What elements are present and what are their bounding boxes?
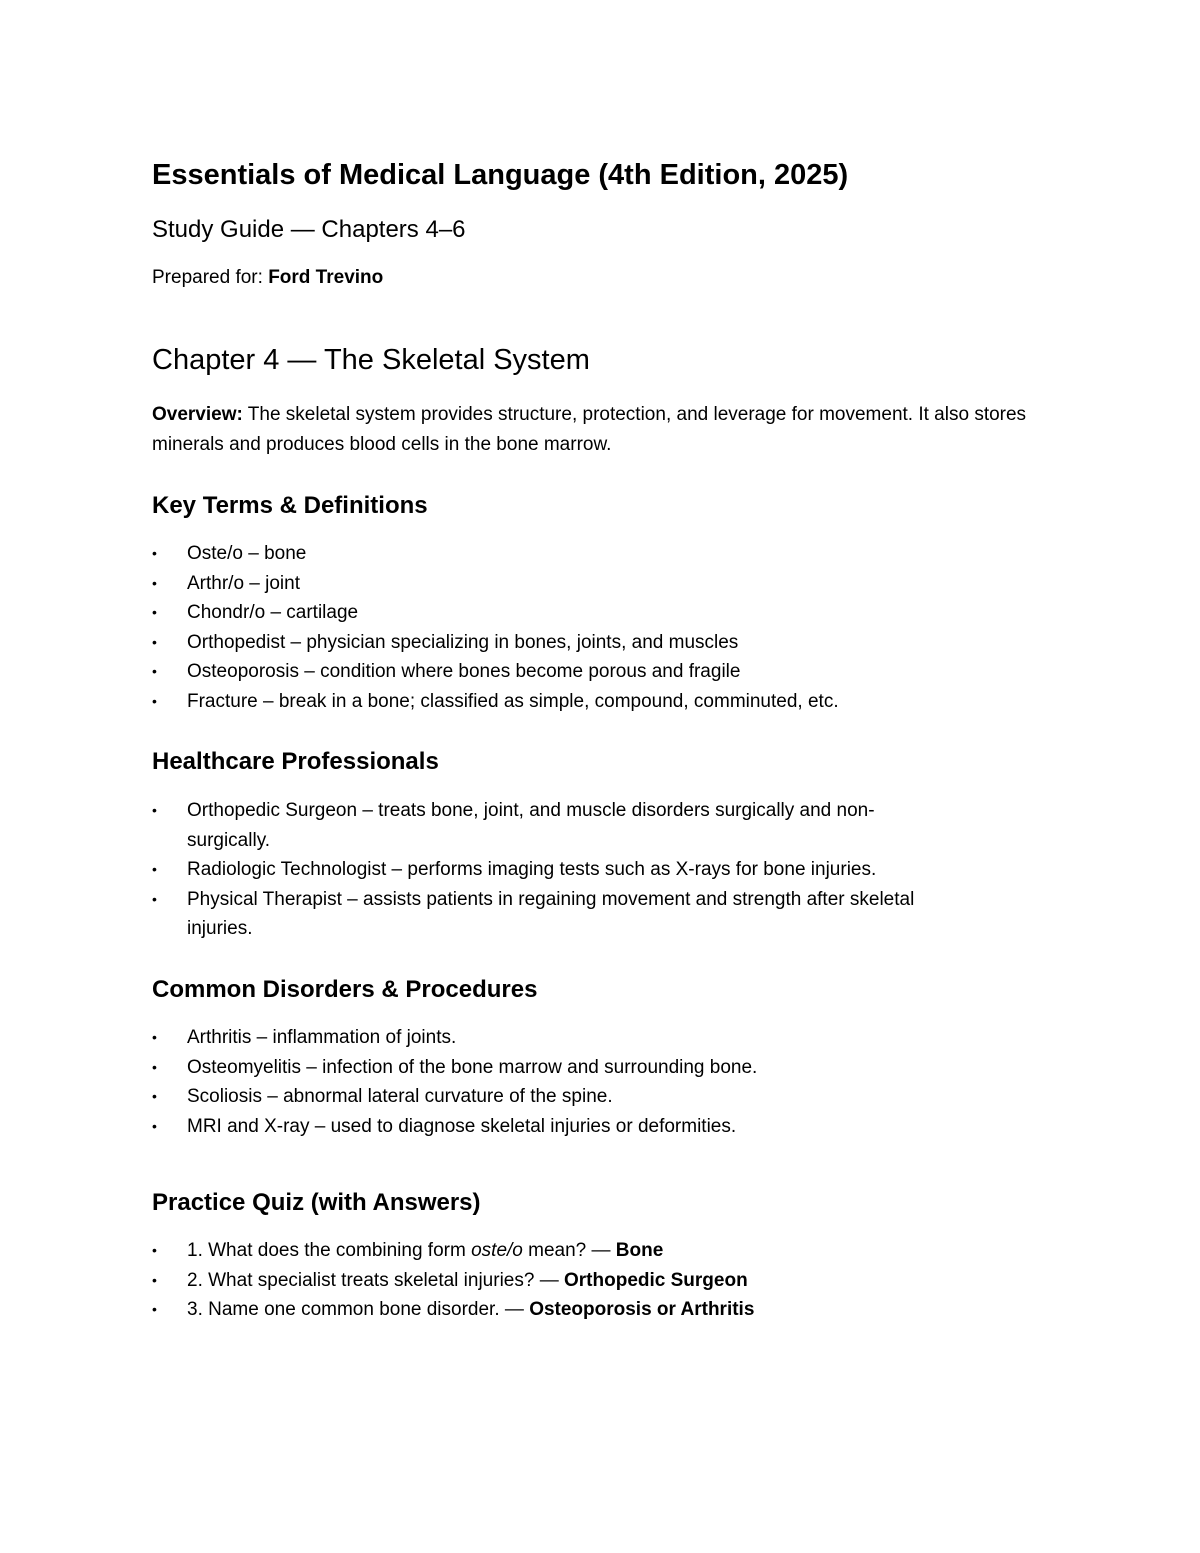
disorders-heading: Common Disorders & Procedures xyxy=(152,976,538,1003)
list-item: • Arthritis – inflammation of joints. xyxy=(152,1023,1052,1053)
list-item: • Orthopedic Surgeon – treats bone, joint, and muscle disorders surgically and non-surgically. xyxy=(152,796,932,855)
quiz-term: oste/o xyxy=(471,1240,523,1261)
list-item: • Orthopedist – physician specializing in bones, joints, and muscles xyxy=(152,628,1052,658)
list-item: • Oste/o – bone xyxy=(152,539,1052,569)
prepared-for-name: Ford Trevino xyxy=(268,267,384,288)
list-item: • Fracture – break in a bone; classified as simple, compound, comminuted, etc. xyxy=(152,687,1052,717)
list-item: • Osteomyelitis – infection of the bone marrow and surrounding bone. xyxy=(152,1053,1052,1083)
quiz-answer: Orthopedic Surgeon xyxy=(564,1269,748,1291)
quiz-answer: Osteoporosis or Arthritis xyxy=(529,1299,755,1320)
chapter-overview xyxy=(152,400,1052,460)
chapter-title: Chapter 4 — The Skeletal System xyxy=(152,344,590,376)
quiz-question: 1. What does the combining form xyxy=(187,1240,466,1261)
key-terms-list xyxy=(152,539,1052,716)
key-terms-heading: Key Terms & Definitions xyxy=(152,492,428,519)
professionals-list xyxy=(152,796,932,944)
overview-label: Overview: xyxy=(152,404,243,425)
quiz-list xyxy=(152,1236,1052,1325)
quiz-question: 2. What specialist treats skeletal injuries? — xyxy=(187,1269,559,1291)
list-item: • Osteoporosis – condition where bones become porous and fragile xyxy=(152,657,1052,687)
list-item: • Scoliosis – abnormal lateral curvature of the spine. xyxy=(152,1082,1052,1112)
list-item: • Arthr/o – joint xyxy=(152,569,1052,599)
document-title: Essentials of Medical Language (4th Edition, 2025) xyxy=(152,159,849,191)
list-item: • MRI and X-ray – used to diagnose skeletal injuries or deformities. xyxy=(152,1112,1052,1142)
quiz-item xyxy=(152,1295,1052,1325)
prepared-for-line xyxy=(152,266,383,290)
list-item: • Radiologic Technologist – performs imaging tests such as X-rays for bone injuries. xyxy=(152,855,932,885)
prepared-for-label: Prepared for: xyxy=(152,267,263,288)
quiz-item xyxy=(152,1236,1052,1266)
professionals-heading: Healthcare Professionals xyxy=(152,748,439,775)
quiz-answer: Bone xyxy=(615,1240,664,1261)
list-item: • Chondr/o – cartilage xyxy=(152,598,1052,628)
list-item: • Physical Therapist – assists patients in regaining movement and strength after skeletal injuries. xyxy=(152,885,932,944)
overview-text: The skeletal system provides structure, protection, and leverage for movement. It also stores minerals and produces blood cells in the bone marrow. xyxy=(152,404,1027,455)
disorders-list xyxy=(152,1023,1052,1141)
quiz-item xyxy=(152,1266,1052,1296)
quiz-heading: Practice Quiz (with Answers) xyxy=(152,1189,481,1216)
quiz-question: 3. Name one common bone disorder. — xyxy=(187,1299,524,1320)
quiz-question-end: mean? — xyxy=(528,1240,611,1261)
document-subtitle: Study Guide — Chapters 4–6 xyxy=(152,216,466,243)
